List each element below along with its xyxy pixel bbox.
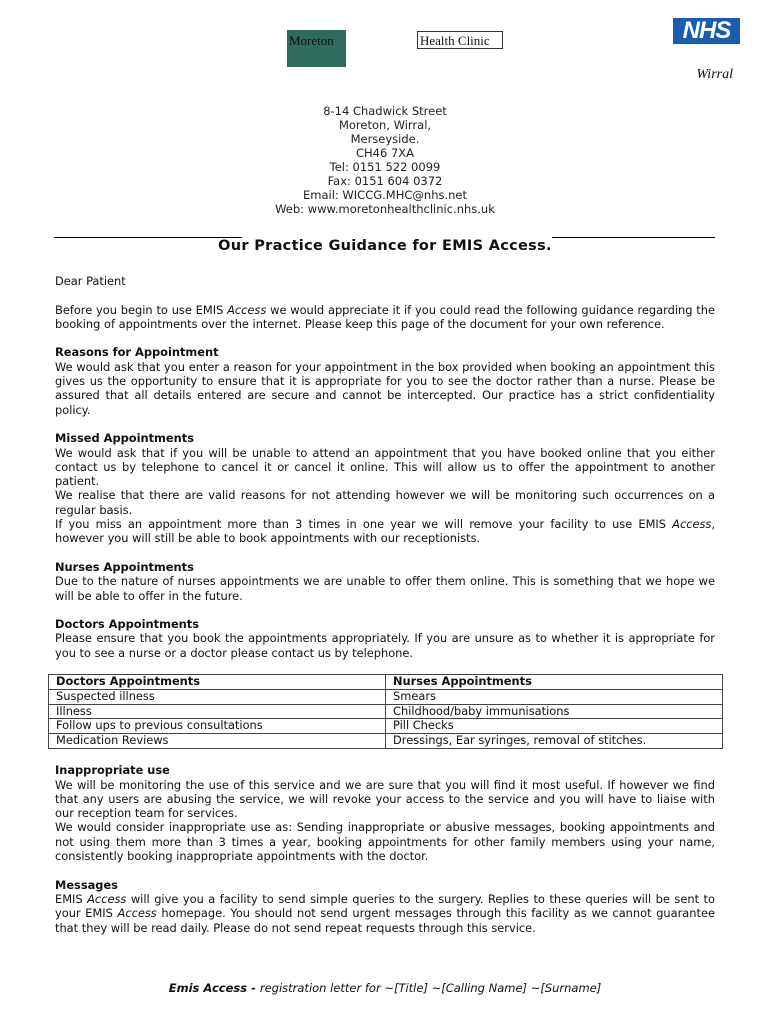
address-line: 8-14 Chadwick Street <box>323 104 447 118</box>
table-cell: Illness <box>49 704 386 719</box>
table-row <box>49 734 723 749</box>
nurses-text: Due to the nature of nurses appointments we are unable to offer them online. This is something that we hope we will be able to offer in the future. <box>55 574 715 603</box>
table-cell: Childhood/baby immunisations <box>386 704 723 719</box>
table-cell: Smears <box>386 689 723 704</box>
section-heading-reasons: Reasons for Appointment <box>55 345 219 360</box>
messages-text: EMIS Access will give you a facility to send simple queries to the surgery. Replies to these queries will be sent to your EMIS Access homepage. You should not send urgent messages through this facility as we cannot guarantee that they will be read daily. Please do not send repeat requests through this service. <box>55 891 715 935</box>
address-line: Merseyside. <box>350 132 420 146</box>
table-row <box>49 704 723 719</box>
table-row <box>49 719 723 734</box>
missed-text-3: If you miss an appointment more than 3 times in one year we will remove your facility to use EMIS Access, however you will still be able to book appointments with our receptionists. <box>55 517 715 546</box>
reasons-text: We would ask that you enter a reason for your appointment in the box provided when booking an appointment this gives us the opportunity to ensure that it is appropriate for you to see the doctor rather than a nurse. Please be assured that all details entered are secure and cannot be intercepted. Our practice has a strict confidentiality policy. <box>55 359 715 417</box>
fax: Fax: 0151 604 0372 <box>327 174 443 188</box>
letter-body <box>55 274 715 935</box>
footer-bold: Emis Access - <box>168 981 260 995</box>
doctors-text: Please ensure that you book the appointments appropriately. If you are unsure as to whether it is appropriate for you to see a nurse or a doctor please contact us by telephone. <box>55 631 715 660</box>
table-cell: Dressings, Ear syringes, removal of stitches. <box>386 734 723 749</box>
greeting: Dear Patient <box>55 274 126 288</box>
footer <box>0 981 770 995</box>
table-cell: Pill Checks <box>386 719 723 734</box>
table-header: Doctors Appointments <box>49 675 386 690</box>
nhs-logo: NHS <box>673 18 740 44</box>
section-heading-messages: Messages <box>55 877 118 892</box>
address-block <box>0 104 770 216</box>
table-header: Nurses Appointments <box>386 675 723 690</box>
section-heading-nurses: Nurses Appointments <box>55 559 194 574</box>
missed-text-1: We would ask that if you will be unable to attend an appointment that you have booked online that you either contact us by telephone to cancel it or cancel it online. This will allow us to offer the appointment to another patient. <box>55 445 715 489</box>
inappropriate-text-2: We would consider inappropriate use as: Sending inappropriate or abusive messages, booking appointments and not using them more than 3 times a year, booking appointments for other family members using your name, consistently booking inappropriate appointments with the doctor. <box>55 820 715 864</box>
table-cell: Follow ups to previous consultations <box>49 719 386 734</box>
telephone: Tel: 0151 522 0099 <box>329 160 441 174</box>
footer-text: registration letter for ~[Title] ~[Calling Name] ~[Surname] <box>259 981 602 995</box>
table-cell: Suspected illness <box>49 689 386 704</box>
intro-paragraph: Before you begin to use EMIS Access we would appreciate it if you could read the following guidance regarding the booking of appointments over the internet. Please keep this page of the document for your own reference. <box>55 302 715 331</box>
address-line: CH46 7XA <box>355 146 415 160</box>
table-header-row <box>49 675 723 690</box>
inappropriate-text-1: We will be monitoring the use of this service and we are sure that you will find it most useful. If however we find that any users are abusing the service, we will revoke your access to the service and you will have to liaise with our reception team for services. <box>55 777 715 821</box>
section-heading-missed: Missed Appointments <box>55 431 194 446</box>
appointments-table <box>48 674 723 749</box>
page-title: Our Practice Guidance for EMIS Access. <box>218 238 552 254</box>
address-line: Moreton, Wirral, <box>338 118 432 132</box>
clinic-logo <box>287 30 346 67</box>
logo-text: Moreton <box>289 33 334 48</box>
section-heading-inappropriate: Inappropriate use <box>55 763 170 778</box>
table-cell: Medication Reviews <box>49 734 386 749</box>
section-heading-doctors: Doctors Appointments <box>55 617 200 632</box>
missed-text-2: We realise that there are valid reasons for not attending however we will be monitoring such occurrences on a regular basis. <box>55 488 715 517</box>
table-row <box>49 689 723 704</box>
email: Email: WICCG.MHC@nhs.net <box>302 188 468 202</box>
clinic-name-box: Health Clinic <box>417 31 503 49</box>
website: Web: www.moretonhealthclinic.nhs.uk <box>275 202 495 216</box>
region-label: Wirral <box>696 67 733 82</box>
